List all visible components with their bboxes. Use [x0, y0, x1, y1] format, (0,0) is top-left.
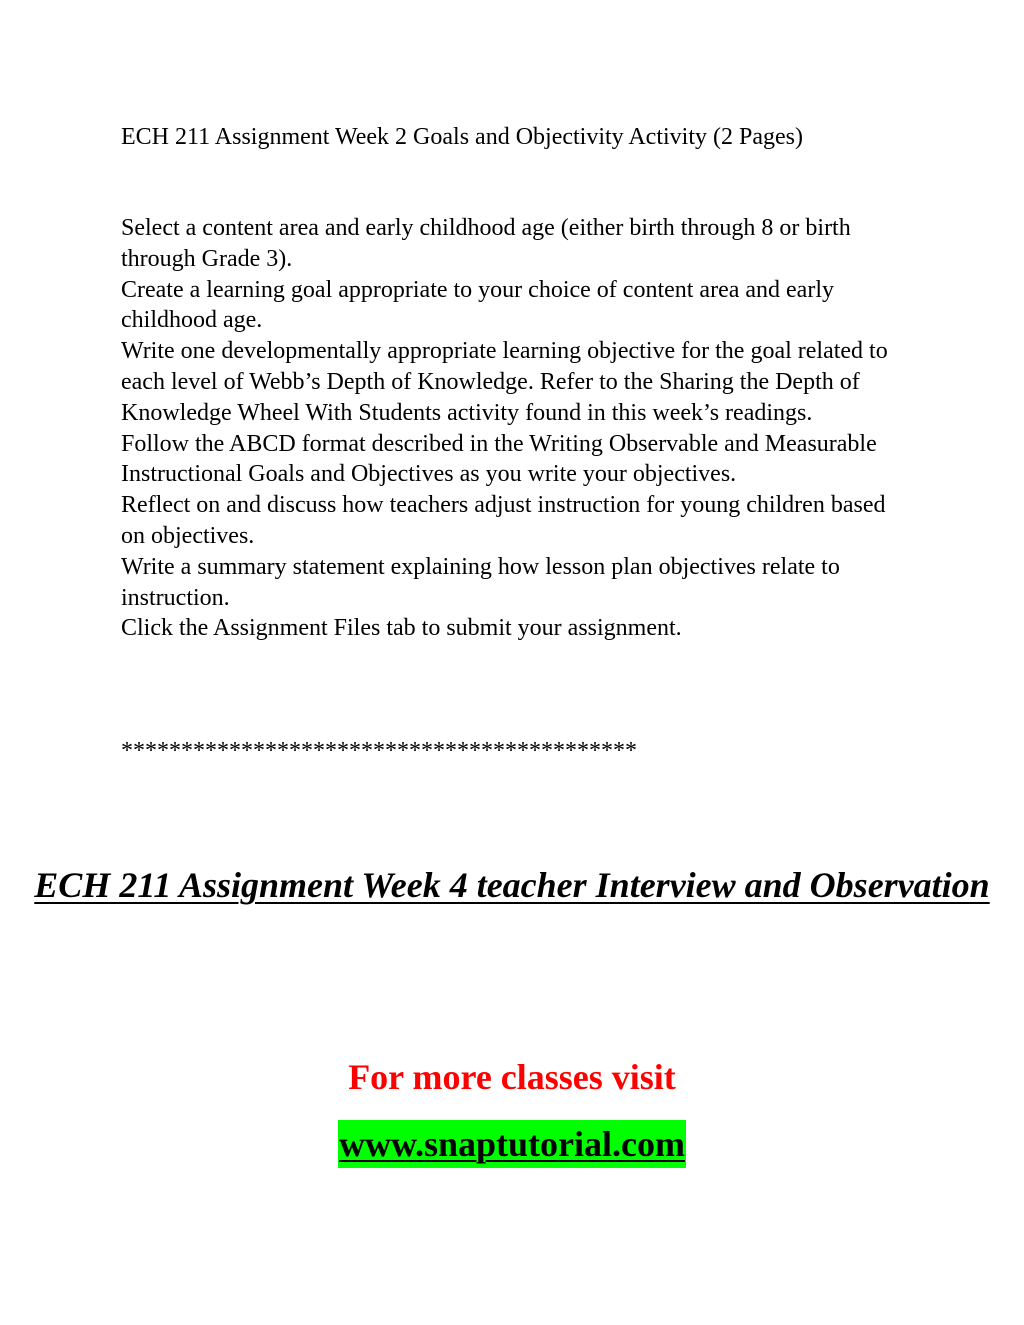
website-link[interactable]: www.snaptutorial.com [338, 1120, 686, 1168]
promo-link-container [0, 1120, 1024, 1168]
instructions-body [121, 213, 911, 644]
asterisk-separator: ******************************************* [121, 738, 637, 764]
assignment-title: ECH 211 Assignment Week 2 Goals and Objectivity Activity (2 Pages) [121, 124, 803, 150]
instruction-paragraph: Select a content area and early childhood age (either birth through 8 or birth through Grade 3). [121, 215, 851, 272]
instruction-paragraph: Write one developmentally appropriate learning objective for the goal related to each level of Webb’s Depth of Knowledge. Refer to the Sharing the Depth of Knowledge Wheel With Students activity found in this week’s readings. [121, 338, 888, 426]
instruction-paragraph: Reflect on and discuss how teachers adjust instruction for young children based on objectives. [121, 492, 886, 549]
instruction-paragraph: Create a learning goal appropriate to your choice of content area and early childhood age. [121, 276, 834, 334]
instruction-paragraph: Write a summary statement explaining how lesson plan objectives relate to instruction. [121, 553, 840, 611]
promo-text: For more classes visit [348, 1057, 676, 1097]
next-assignment-heading: ECH 211 Assignment Week 4 teacher Interview and Observation [34, 865, 990, 905]
instruction-paragraph: Follow the ABCD format described in the Writing Observable and Measurable Instructional Goals and Objectives as you write your objectives. [121, 430, 877, 488]
instruction-paragraph: Click the Assignment Files tab to submit your assignment. [121, 615, 682, 642]
